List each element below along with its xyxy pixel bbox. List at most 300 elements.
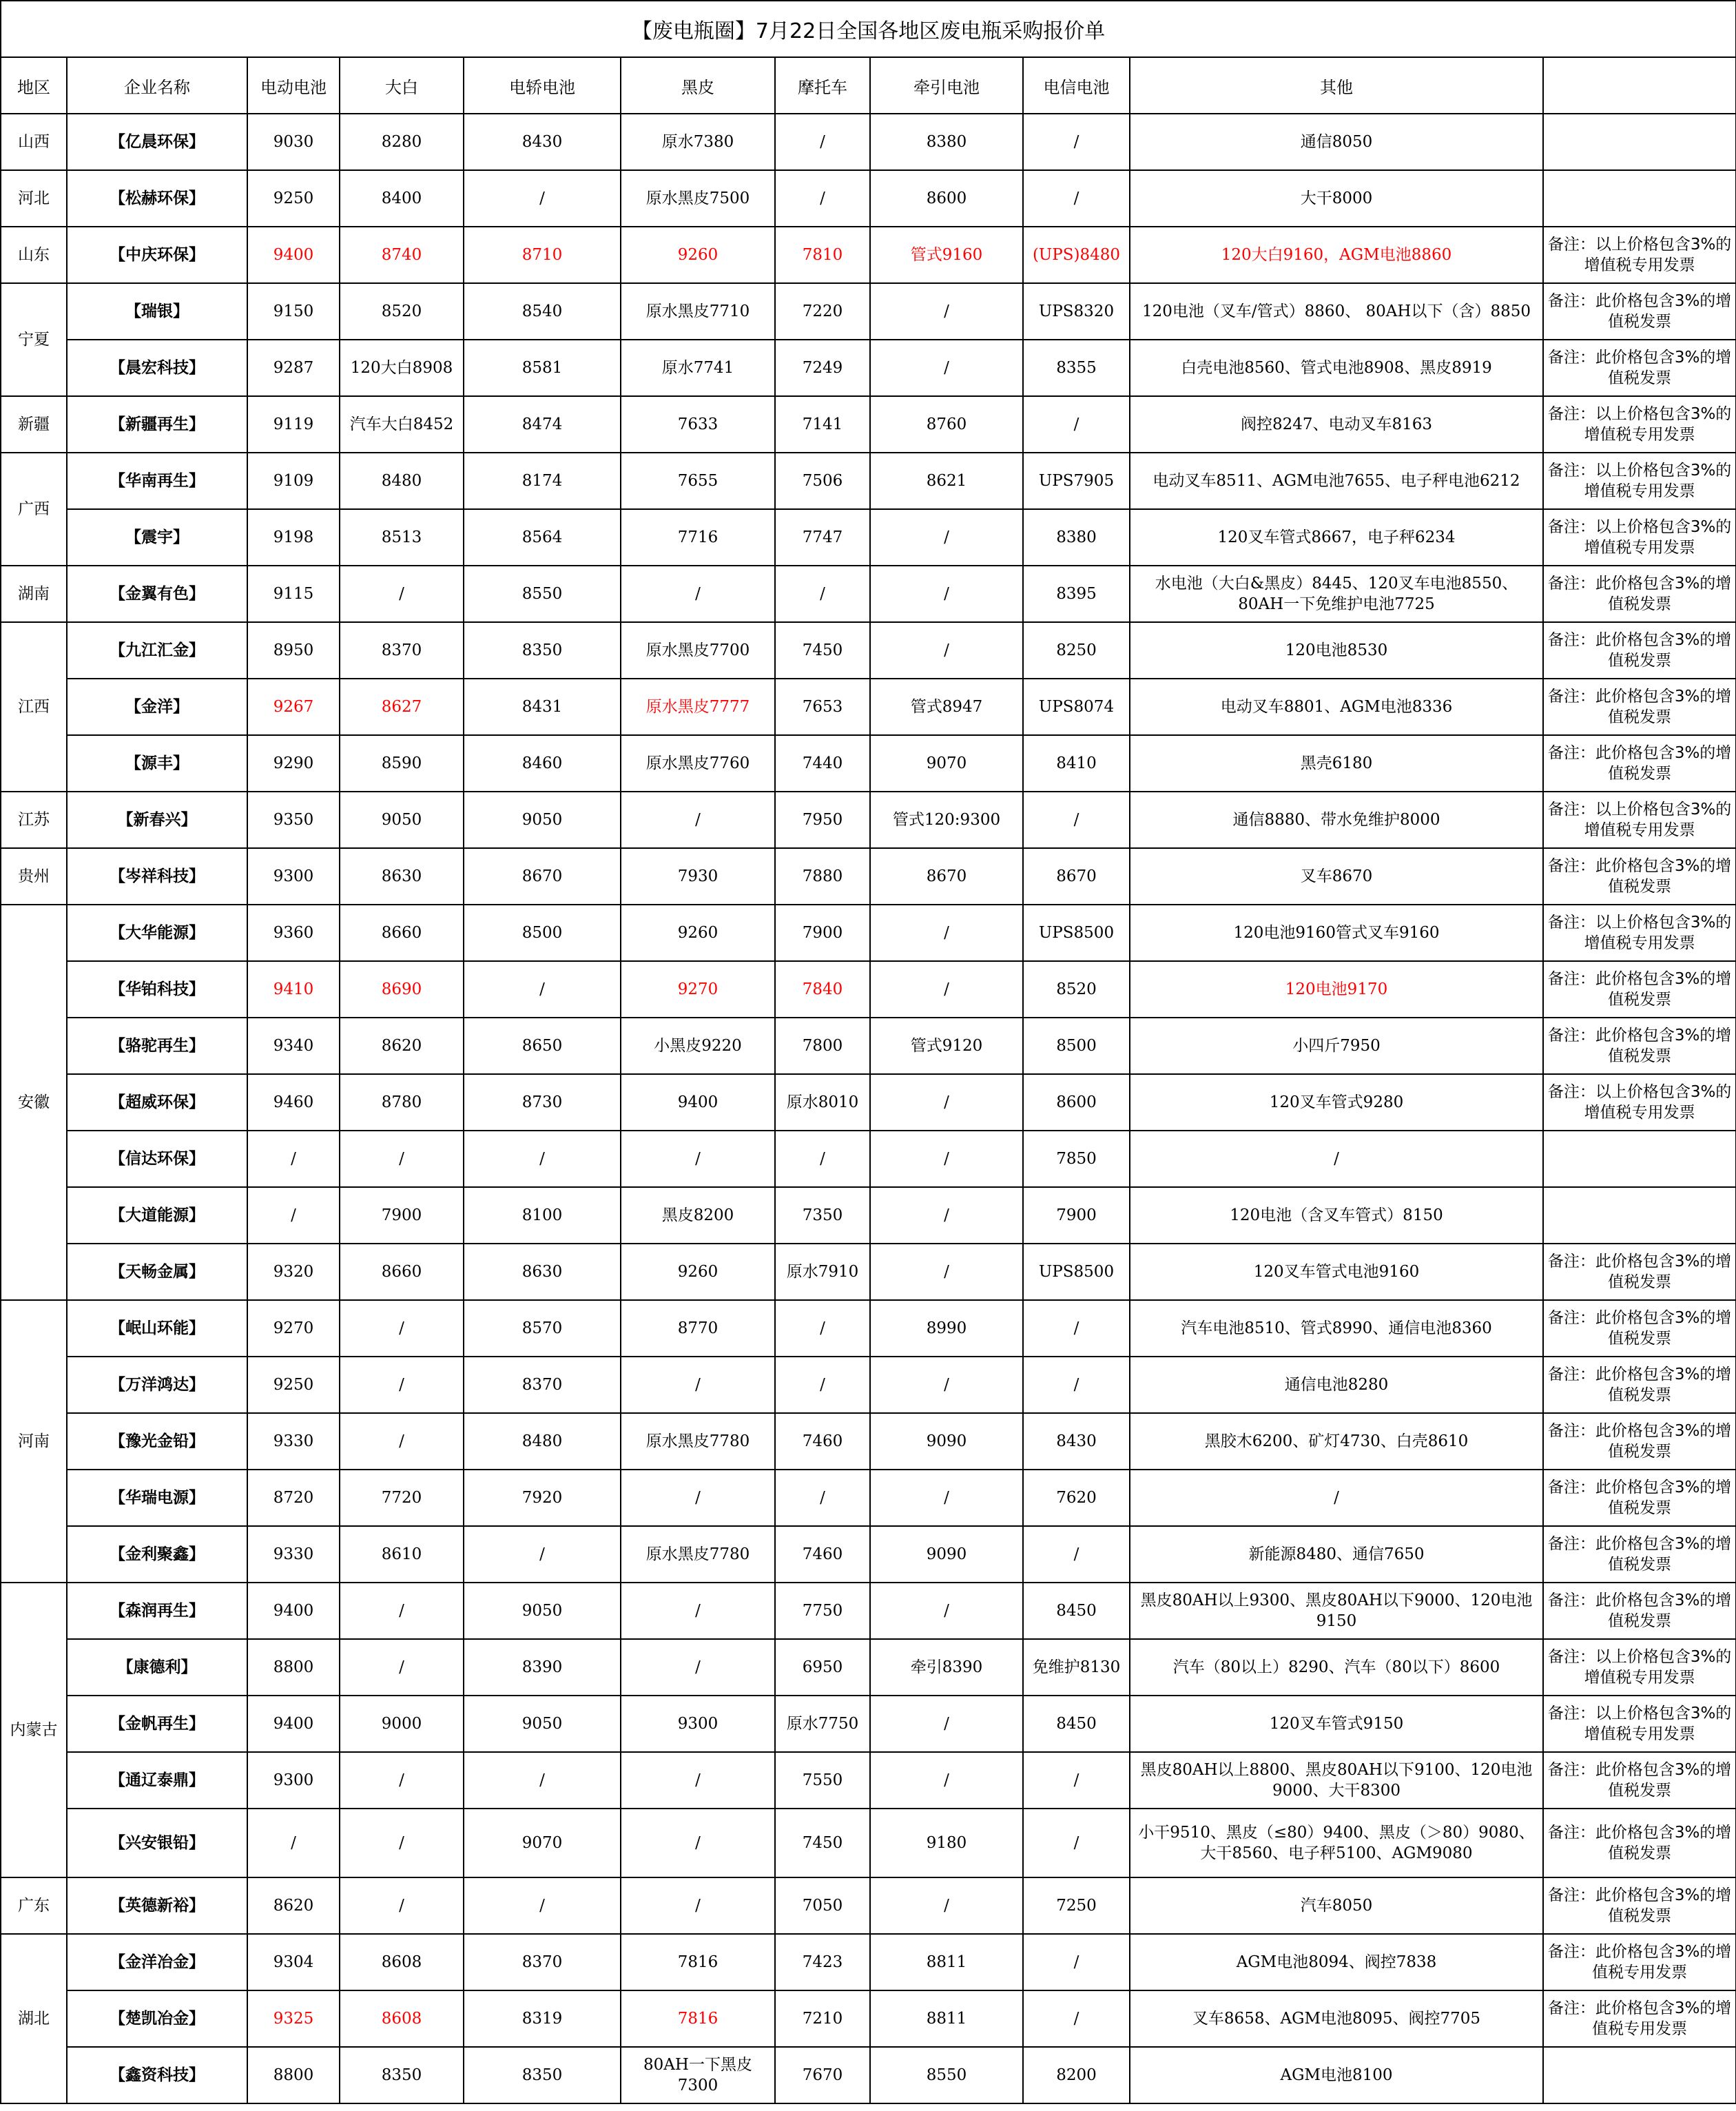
dabai-price: 8280: [340, 114, 464, 170]
motorcycle-price: 7653: [775, 679, 870, 735]
ev-battery-price: 9330: [247, 1413, 340, 1470]
region-cell: 广西: [1, 453, 67, 566]
dabai-price: /: [340, 1639, 464, 1696]
other-prices: 通信8880、带水免维护8000: [1130, 792, 1543, 848]
company-name: 【康德利】: [67, 1639, 247, 1696]
heipi-price: /: [621, 1639, 775, 1696]
dabai-price: 8520: [340, 283, 464, 340]
other-prices: 120电池（含叉车管式）8150: [1130, 1187, 1543, 1244]
car-battery-price: 8564: [464, 509, 621, 566]
ev-battery-price: 9250: [247, 170, 340, 227]
heipi-price: 9270: [621, 961, 775, 1018]
other-prices: 阀控8247、电动叉车8163: [1130, 396, 1543, 453]
note-cell: 备注：此价格包含3%的增值税发票: [1543, 1809, 1736, 1877]
telecom-battery-price: 7900: [1023, 1187, 1130, 1244]
other-prices: 通信8050: [1130, 114, 1543, 170]
other-prices: 叉车8670: [1130, 848, 1543, 905]
company-name: 【金翼有色】: [67, 566, 247, 622]
heipi-price: 7816: [621, 1934, 775, 1990]
car-battery-price: 8670: [464, 848, 621, 905]
note-cell: 备注：此价格包含3%的增值税发票: [1543, 622, 1736, 679]
traction-battery-price: /: [870, 283, 1023, 340]
traction-battery-price: 9090: [870, 1413, 1023, 1470]
table-row: [1, 1752, 1736, 1809]
ev-battery-price: 9300: [247, 1752, 340, 1809]
note-cell: 备注：以上价格包含3%的增值税专用发票: [1543, 905, 1736, 961]
other-prices: 白壳电池8560、管式电池8908、黑皮8919: [1130, 340, 1543, 396]
telecom-battery-price: 7620: [1023, 1470, 1130, 1526]
motorcycle-price: 7750: [775, 1583, 870, 1639]
telecom-battery-price: 8410: [1023, 735, 1130, 792]
traction-battery-price: 8811: [870, 1934, 1023, 1990]
table-row: [1, 1357, 1736, 1413]
note-cell: 备注：以上价格包含3%的增值税专用发票: [1543, 453, 1736, 509]
sheet-title: 【废电瓶圈】7月22日全国各地区废电瓶采购报价单: [1, 1, 1736, 57]
ev-battery-price: 9304: [247, 1934, 340, 1990]
note-cell: 备注：此价格包含3%的增值税发票: [1543, 1583, 1736, 1639]
company-name: 【万洋鸿达】: [67, 1357, 247, 1413]
heipi-price: 80AH一下黑皮7300: [621, 2047, 775, 2103]
ev-battery-price: /: [247, 1187, 340, 1244]
ev-battery-price: 9320: [247, 1244, 340, 1300]
other-prices: 120电池8530: [1130, 622, 1543, 679]
car-battery-price: /: [464, 170, 621, 227]
traction-battery-price: 8760: [870, 396, 1023, 453]
ev-battery-price: 9350: [247, 792, 340, 848]
company-name: 【松赫环保】: [67, 170, 247, 227]
company-name: 【金洋冶金】: [67, 1934, 247, 1990]
telecom-battery-price: 8355: [1023, 340, 1130, 396]
traction-battery-price: 9070: [870, 735, 1023, 792]
table-row: [1, 2047, 1736, 2103]
dabai-price: 8350: [340, 2047, 464, 2103]
heipi-price: 原水7380: [621, 114, 775, 170]
ev-battery-price: 8800: [247, 1639, 340, 1696]
dabai-price: /: [340, 1131, 464, 1187]
heipi-price: /: [621, 792, 775, 848]
motorcycle-price: 7249: [775, 340, 870, 396]
dabai-price: 8690: [340, 961, 464, 1018]
traction-battery-price: 8990: [870, 1300, 1023, 1357]
ev-battery-price: 9109: [247, 453, 340, 509]
telecom-battery-price: 8200: [1023, 2047, 1130, 2103]
telecom-battery-price: /: [1023, 170, 1130, 227]
company-name: 【新春兴】: [67, 792, 247, 848]
telecom-battery-price: (UPS)8480: [1023, 227, 1130, 283]
ev-battery-price: /: [247, 1809, 340, 1877]
other-prices: 汽车电池8510、管式8990、通信电池8360: [1130, 1300, 1543, 1357]
table-row: [1, 1300, 1736, 1357]
ev-battery-price: 9267: [247, 679, 340, 735]
company-name: 【天畅金属】: [67, 1244, 247, 1300]
region-cell: 贵州: [1, 848, 67, 905]
table-row: [1, 905, 1736, 961]
dabai-price: 8620: [340, 1018, 464, 1074]
region-cell: 安徽: [1, 905, 67, 1300]
car-battery-price: 8370: [464, 1357, 621, 1413]
dabai-price: 9000: [340, 1696, 464, 1752]
region-cell: 湖北: [1, 1934, 67, 2103]
car-battery-price: 8710: [464, 227, 621, 283]
company-name: 【金利聚鑫】: [67, 1526, 247, 1583]
table-row: [1, 283, 1736, 340]
other-prices: 电动叉车8801、AGM电池8336: [1130, 679, 1543, 735]
motorcycle-price: 7440: [775, 735, 870, 792]
note-cell: 备注：以上价格包含3%的增值税专用发票: [1543, 396, 1736, 453]
telecom-battery-price: UPS8500: [1023, 905, 1130, 961]
telecom-battery-price: /: [1023, 792, 1130, 848]
traction-battery-price: /: [870, 566, 1023, 622]
traction-battery-price: /: [870, 961, 1023, 1018]
region-cell: 河北: [1, 170, 67, 227]
company-name: 【震宇】: [67, 509, 247, 566]
table-row: [1, 509, 1736, 566]
table-row: [1, 1934, 1736, 1990]
motorcycle-price: 7550: [775, 1752, 870, 1809]
motorcycle-price: 6950: [775, 1639, 870, 1696]
table-row: [1, 1074, 1736, 1131]
ev-battery-price: 9400: [247, 227, 340, 283]
car-battery-price: 8174: [464, 453, 621, 509]
car-battery-price: 8630: [464, 1244, 621, 1300]
company-name: 【信达环保】: [67, 1131, 247, 1187]
dabai-price: /: [340, 1413, 464, 1470]
telecom-battery-price: 7250: [1023, 1877, 1130, 1934]
motorcycle-price: 7220: [775, 283, 870, 340]
traction-battery-price: 8550: [870, 2047, 1023, 2103]
dabai-price: 8513: [340, 509, 464, 566]
traction-battery-price: 管式8947: [870, 679, 1023, 735]
car-battery-price: /: [464, 1526, 621, 1583]
telecom-battery-price: /: [1023, 1752, 1130, 1809]
company-name: 【森润再生】: [67, 1583, 247, 1639]
column-header: 企业名称: [67, 57, 247, 114]
heipi-price: /: [621, 1131, 775, 1187]
telecom-battery-price: /: [1023, 114, 1130, 170]
telecom-battery-price: /: [1023, 1990, 1130, 2047]
note-cell: 备注：以上价格包含3%的增值税专用发票: [1543, 509, 1736, 566]
dabai-price: 8480: [340, 453, 464, 509]
ev-battery-price: 8950: [247, 622, 340, 679]
ev-battery-price: 9360: [247, 905, 340, 961]
header-row: [1, 57, 1736, 114]
car-battery-price: 8350: [464, 622, 621, 679]
company-name: 【兴安银铅】: [67, 1809, 247, 1877]
motorcycle-price: 7900: [775, 905, 870, 961]
table-row: [1, 848, 1736, 905]
heipi-price: 7716: [621, 509, 775, 566]
ev-battery-price: 8620: [247, 1877, 340, 1934]
table-row: [1, 1018, 1736, 1074]
dabai-price: /: [340, 566, 464, 622]
car-battery-price: 8540: [464, 283, 621, 340]
company-name: 【金洋】: [67, 679, 247, 735]
note-cell: 备注：此价格包含3%的增值税发票: [1543, 1877, 1736, 1934]
note-cell: 备注：此价格包含3%的增值税发票: [1543, 1526, 1736, 1583]
note-cell: 备注：以上价格包含3%的增值税专用发票: [1543, 792, 1736, 848]
column-header: 摩托车: [775, 57, 870, 114]
motorcycle-price: 7840: [775, 961, 870, 1018]
telecom-battery-price: /: [1023, 1357, 1130, 1413]
dabai-price: 7900: [340, 1187, 464, 1244]
heipi-price: 原水黑皮7710: [621, 283, 775, 340]
ev-battery-price: 9330: [247, 1526, 340, 1583]
dabai-price: 8610: [340, 1526, 464, 1583]
column-header: 黑皮: [621, 57, 775, 114]
other-prices: 120大白9160，AGM电池8860: [1130, 227, 1543, 283]
note-cell: 备注：此价格包含3%的增值税专用发票: [1543, 1934, 1736, 1990]
note-cell: 备注：此价格包含3%的增值税发票: [1543, 1244, 1736, 1300]
car-battery-price: 8474: [464, 396, 621, 453]
telecom-battery-price: UPS8500: [1023, 1244, 1130, 1300]
column-header: 其他: [1130, 57, 1543, 114]
other-prices: 小干9510、黑皮（≤80）9400、黑皮（＞80）9080、大干8560、电子秤5100、AGM9080: [1130, 1809, 1543, 1877]
note-cell: 备注：此价格包含3%的增值税专用发票: [1543, 1990, 1736, 2047]
heipi-price: 9260: [621, 1244, 775, 1300]
traction-battery-price: /: [870, 1583, 1023, 1639]
dabai-price: 8608: [340, 1934, 464, 1990]
heipi-price: 9400: [621, 1074, 775, 1131]
car-battery-price: 8390: [464, 1639, 621, 1696]
traction-battery-price: 8670: [870, 848, 1023, 905]
table-row: [1, 340, 1736, 396]
heipi-price: 原水7741: [621, 340, 775, 396]
company-name: 【英德新裕】: [67, 1877, 247, 1934]
ev-battery-price: 9119: [247, 396, 340, 453]
dabai-price: /: [340, 1877, 464, 1934]
company-name: 【亿晨环保】: [67, 114, 247, 170]
other-prices: AGM电池8094、阀控7838: [1130, 1934, 1543, 1990]
table-row: [1, 1990, 1736, 2047]
region-cell: 宁夏: [1, 283, 67, 396]
heipi-price: 7633: [621, 396, 775, 453]
traction-battery-price: /: [870, 1074, 1023, 1131]
telecom-battery-price: 8250: [1023, 622, 1130, 679]
region-cell: 广东: [1, 1877, 67, 1934]
traction-battery-price: 9090: [870, 1526, 1023, 1583]
telecom-battery-price: 8395: [1023, 566, 1130, 622]
telecom-battery-price: 8600: [1023, 1074, 1130, 1131]
telecom-battery-price: /: [1023, 1300, 1130, 1357]
other-prices: 新能源8480、通信7650: [1130, 1526, 1543, 1583]
company-name: 【大华能源】: [67, 905, 247, 961]
other-prices: 黑皮80AH以上8800、黑皮80AH以下9100、120电池9000、大干8300: [1130, 1752, 1543, 1809]
column-header: 大白: [340, 57, 464, 114]
telecom-battery-price: UPS8320: [1023, 283, 1130, 340]
dabai-price: 8590: [340, 735, 464, 792]
table-row: [1, 453, 1736, 509]
heipi-price: 7930: [621, 848, 775, 905]
note-cell: 备注：此价格包含3%的增值税发票: [1543, 1413, 1736, 1470]
car-battery-price: 7920: [464, 1470, 621, 1526]
company-name: 【九江汇金】: [67, 622, 247, 679]
heipi-price: /: [621, 1583, 775, 1639]
heipi-price: /: [621, 566, 775, 622]
car-battery-price: 8730: [464, 1074, 621, 1131]
motorcycle-price: /: [775, 566, 870, 622]
company-name: 【岑祥科技】: [67, 848, 247, 905]
company-name: 【晨宏科技】: [67, 340, 247, 396]
ev-battery-price: 9410: [247, 961, 340, 1018]
traction-battery-price: 8621: [870, 453, 1023, 509]
company-name: 【中庆环保】: [67, 227, 247, 283]
heipi-price: /: [621, 1752, 775, 1809]
ev-battery-price: 9400: [247, 1696, 340, 1752]
traction-battery-price: 8380: [870, 114, 1023, 170]
note-cell: 备注：以上价格包含3%的增值税专用发票: [1543, 1074, 1736, 1131]
traction-battery-price: 8811: [870, 1990, 1023, 2047]
table-row: [1, 114, 1736, 170]
dabai-price: 8780: [340, 1074, 464, 1131]
ev-battery-price: /: [247, 1131, 340, 1187]
dabai-price: 8608: [340, 1990, 464, 2047]
heipi-price: 9300: [621, 1696, 775, 1752]
motorcycle-price: 原水7750: [775, 1696, 870, 1752]
motorcycle-price: 7450: [775, 622, 870, 679]
note-cell: 备注：此价格包含3%的增值税发票: [1543, 1300, 1736, 1357]
other-prices: 汽车8050: [1130, 1877, 1543, 1934]
company-name: 【超威环保】: [67, 1074, 247, 1131]
heipi-price: 原水黑皮7780: [621, 1413, 775, 1470]
traction-battery-price: /: [870, 1752, 1023, 1809]
dabai-price: /: [340, 1357, 464, 1413]
car-battery-price: /: [464, 1877, 621, 1934]
ev-battery-price: 9250: [247, 1357, 340, 1413]
column-header: 电信电池: [1023, 57, 1130, 114]
traction-battery-price: /: [870, 622, 1023, 679]
table-row: [1, 1526, 1736, 1583]
car-battery-price: 8550: [464, 566, 621, 622]
company-name: 【源丰】: [67, 735, 247, 792]
car-battery-price: /: [464, 961, 621, 1018]
telecom-battery-price: /: [1023, 1809, 1130, 1877]
column-header: 电动电池: [247, 57, 340, 114]
other-prices: 通信电池8280: [1130, 1357, 1543, 1413]
dabai-price: 8660: [340, 1244, 464, 1300]
heipi-price: 9260: [621, 905, 775, 961]
region-cell: 江苏: [1, 792, 67, 848]
table-row: [1, 1131, 1736, 1187]
other-prices: 汽车（80以上）8290、汽车（80以下）8600: [1130, 1639, 1543, 1696]
telecom-battery-price: 8450: [1023, 1696, 1130, 1752]
heipi-price: 原水黑皮7500: [621, 170, 775, 227]
note-cell: 备注：此价格包含3%的增值税发票: [1543, 961, 1736, 1018]
table-row: [1, 566, 1736, 622]
car-battery-price: 8319: [464, 1990, 621, 2047]
other-prices: 120叉车管式电池9160: [1130, 1244, 1543, 1300]
motorcycle-price: 7670: [775, 2047, 870, 2103]
other-prices: 120叉车管式9280: [1130, 1074, 1543, 1131]
telecom-battery-price: 8450: [1023, 1583, 1130, 1639]
note-cell: [1543, 170, 1736, 227]
car-battery-price: 8460: [464, 735, 621, 792]
heipi-price: 黑皮8200: [621, 1187, 775, 1244]
telecom-battery-price: /: [1023, 1934, 1130, 1990]
motorcycle-price: 7141: [775, 396, 870, 453]
motorcycle-price: 原水8010: [775, 1074, 870, 1131]
motorcycle-price: 原水7910: [775, 1244, 870, 1300]
note-cell: 备注：此价格包含3%的增值税发票: [1543, 1018, 1736, 1074]
other-prices: /: [1130, 1470, 1543, 1526]
telecom-battery-price: 8520: [1023, 961, 1130, 1018]
note-cell: [1543, 2047, 1736, 2103]
heipi-price: 8770: [621, 1300, 775, 1357]
traction-battery-price: 9180: [870, 1809, 1023, 1877]
other-prices: AGM电池8100: [1130, 2047, 1543, 2103]
other-prices: 电动叉车8511、AGM电池7655、电子秤电池6212: [1130, 453, 1543, 509]
heipi-price: 原水黑皮7760: [621, 735, 775, 792]
dabai-price: 8627: [340, 679, 464, 735]
telecom-battery-price: 8670: [1023, 848, 1130, 905]
table-row: [1, 1583, 1736, 1639]
heipi-price: 原水黑皮7777: [621, 679, 775, 735]
other-prices: 120电池9170: [1130, 961, 1543, 1018]
note-cell: 备注：此价格包含3%的增值税发票: [1543, 283, 1736, 340]
other-prices: 黑壳6180: [1130, 735, 1543, 792]
traction-battery-price: 管式9120: [870, 1018, 1023, 1074]
table-row: [1, 396, 1736, 453]
dabai-price: 8370: [340, 622, 464, 679]
note-cell: [1543, 1131, 1736, 1187]
car-battery-price: 8350: [464, 2047, 621, 2103]
dabai-price: /: [340, 1583, 464, 1639]
dabai-price: /: [340, 1809, 464, 1877]
dabai-price: /: [340, 1300, 464, 1357]
other-prices: 小四斤7950: [1130, 1018, 1543, 1074]
car-battery-price: 8100: [464, 1187, 621, 1244]
traction-battery-price: /: [870, 1244, 1023, 1300]
company-name: 【鑫资科技】: [67, 2047, 247, 2103]
other-prices: 叉车8658、AGM电池8095、阀控7705: [1130, 1990, 1543, 2047]
table-row: [1, 1696, 1736, 1752]
table-row: [1, 792, 1736, 848]
traction-battery-price: 牵引8390: [870, 1639, 1023, 1696]
note-cell: 备注：此价格包含3%的增值税发票: [1543, 340, 1736, 396]
car-battery-price: 8500: [464, 905, 621, 961]
ev-battery-price: 9460: [247, 1074, 340, 1131]
car-battery-price: 8480: [464, 1413, 621, 1470]
company-name: 【瑞银】: [67, 283, 247, 340]
other-prices: 水电池（大白&黑皮）8445、120叉车电池8550、80AH一下免维护电池7725: [1130, 566, 1543, 622]
dabai-price: 8630: [340, 848, 464, 905]
note-cell: 备注：以上价格包含3%的增值税专用发票: [1543, 1696, 1736, 1752]
other-prices: 120电池9160管式叉车9160: [1130, 905, 1543, 961]
table-row: [1, 1244, 1736, 1300]
heipi-price: /: [621, 1877, 775, 1934]
ev-battery-price: 8720: [247, 1470, 340, 1526]
note-cell: 备注：此价格包含3%的增值税发票: [1543, 1752, 1736, 1809]
motorcycle-price: 7747: [775, 509, 870, 566]
other-prices: 120电池（叉车/管式）8860、 80AH以下（含）8850: [1130, 283, 1543, 340]
region-cell: 河南: [1, 1300, 67, 1583]
note-cell: [1543, 1187, 1736, 1244]
region-cell: 内蒙古: [1, 1583, 67, 1877]
ev-battery-price: 9290: [247, 735, 340, 792]
traction-battery-price: /: [870, 1877, 1023, 1934]
table-row: [1, 1470, 1736, 1526]
heipi-price: 7816: [621, 1990, 775, 2047]
heipi-price: 小黑皮9220: [621, 1018, 775, 1074]
heipi-price: 7655: [621, 453, 775, 509]
note-cell: 备注：此价格包含3%的增值税发票: [1543, 735, 1736, 792]
motorcycle-price: 7350: [775, 1187, 870, 1244]
region-cell: 山东: [1, 227, 67, 283]
ev-battery-price: 9198: [247, 509, 340, 566]
dabai-price: /: [340, 1752, 464, 1809]
company-name: 【岷山环能】: [67, 1300, 247, 1357]
motorcycle-price: 7506: [775, 453, 870, 509]
traction-battery-price: /: [870, 1470, 1023, 1526]
